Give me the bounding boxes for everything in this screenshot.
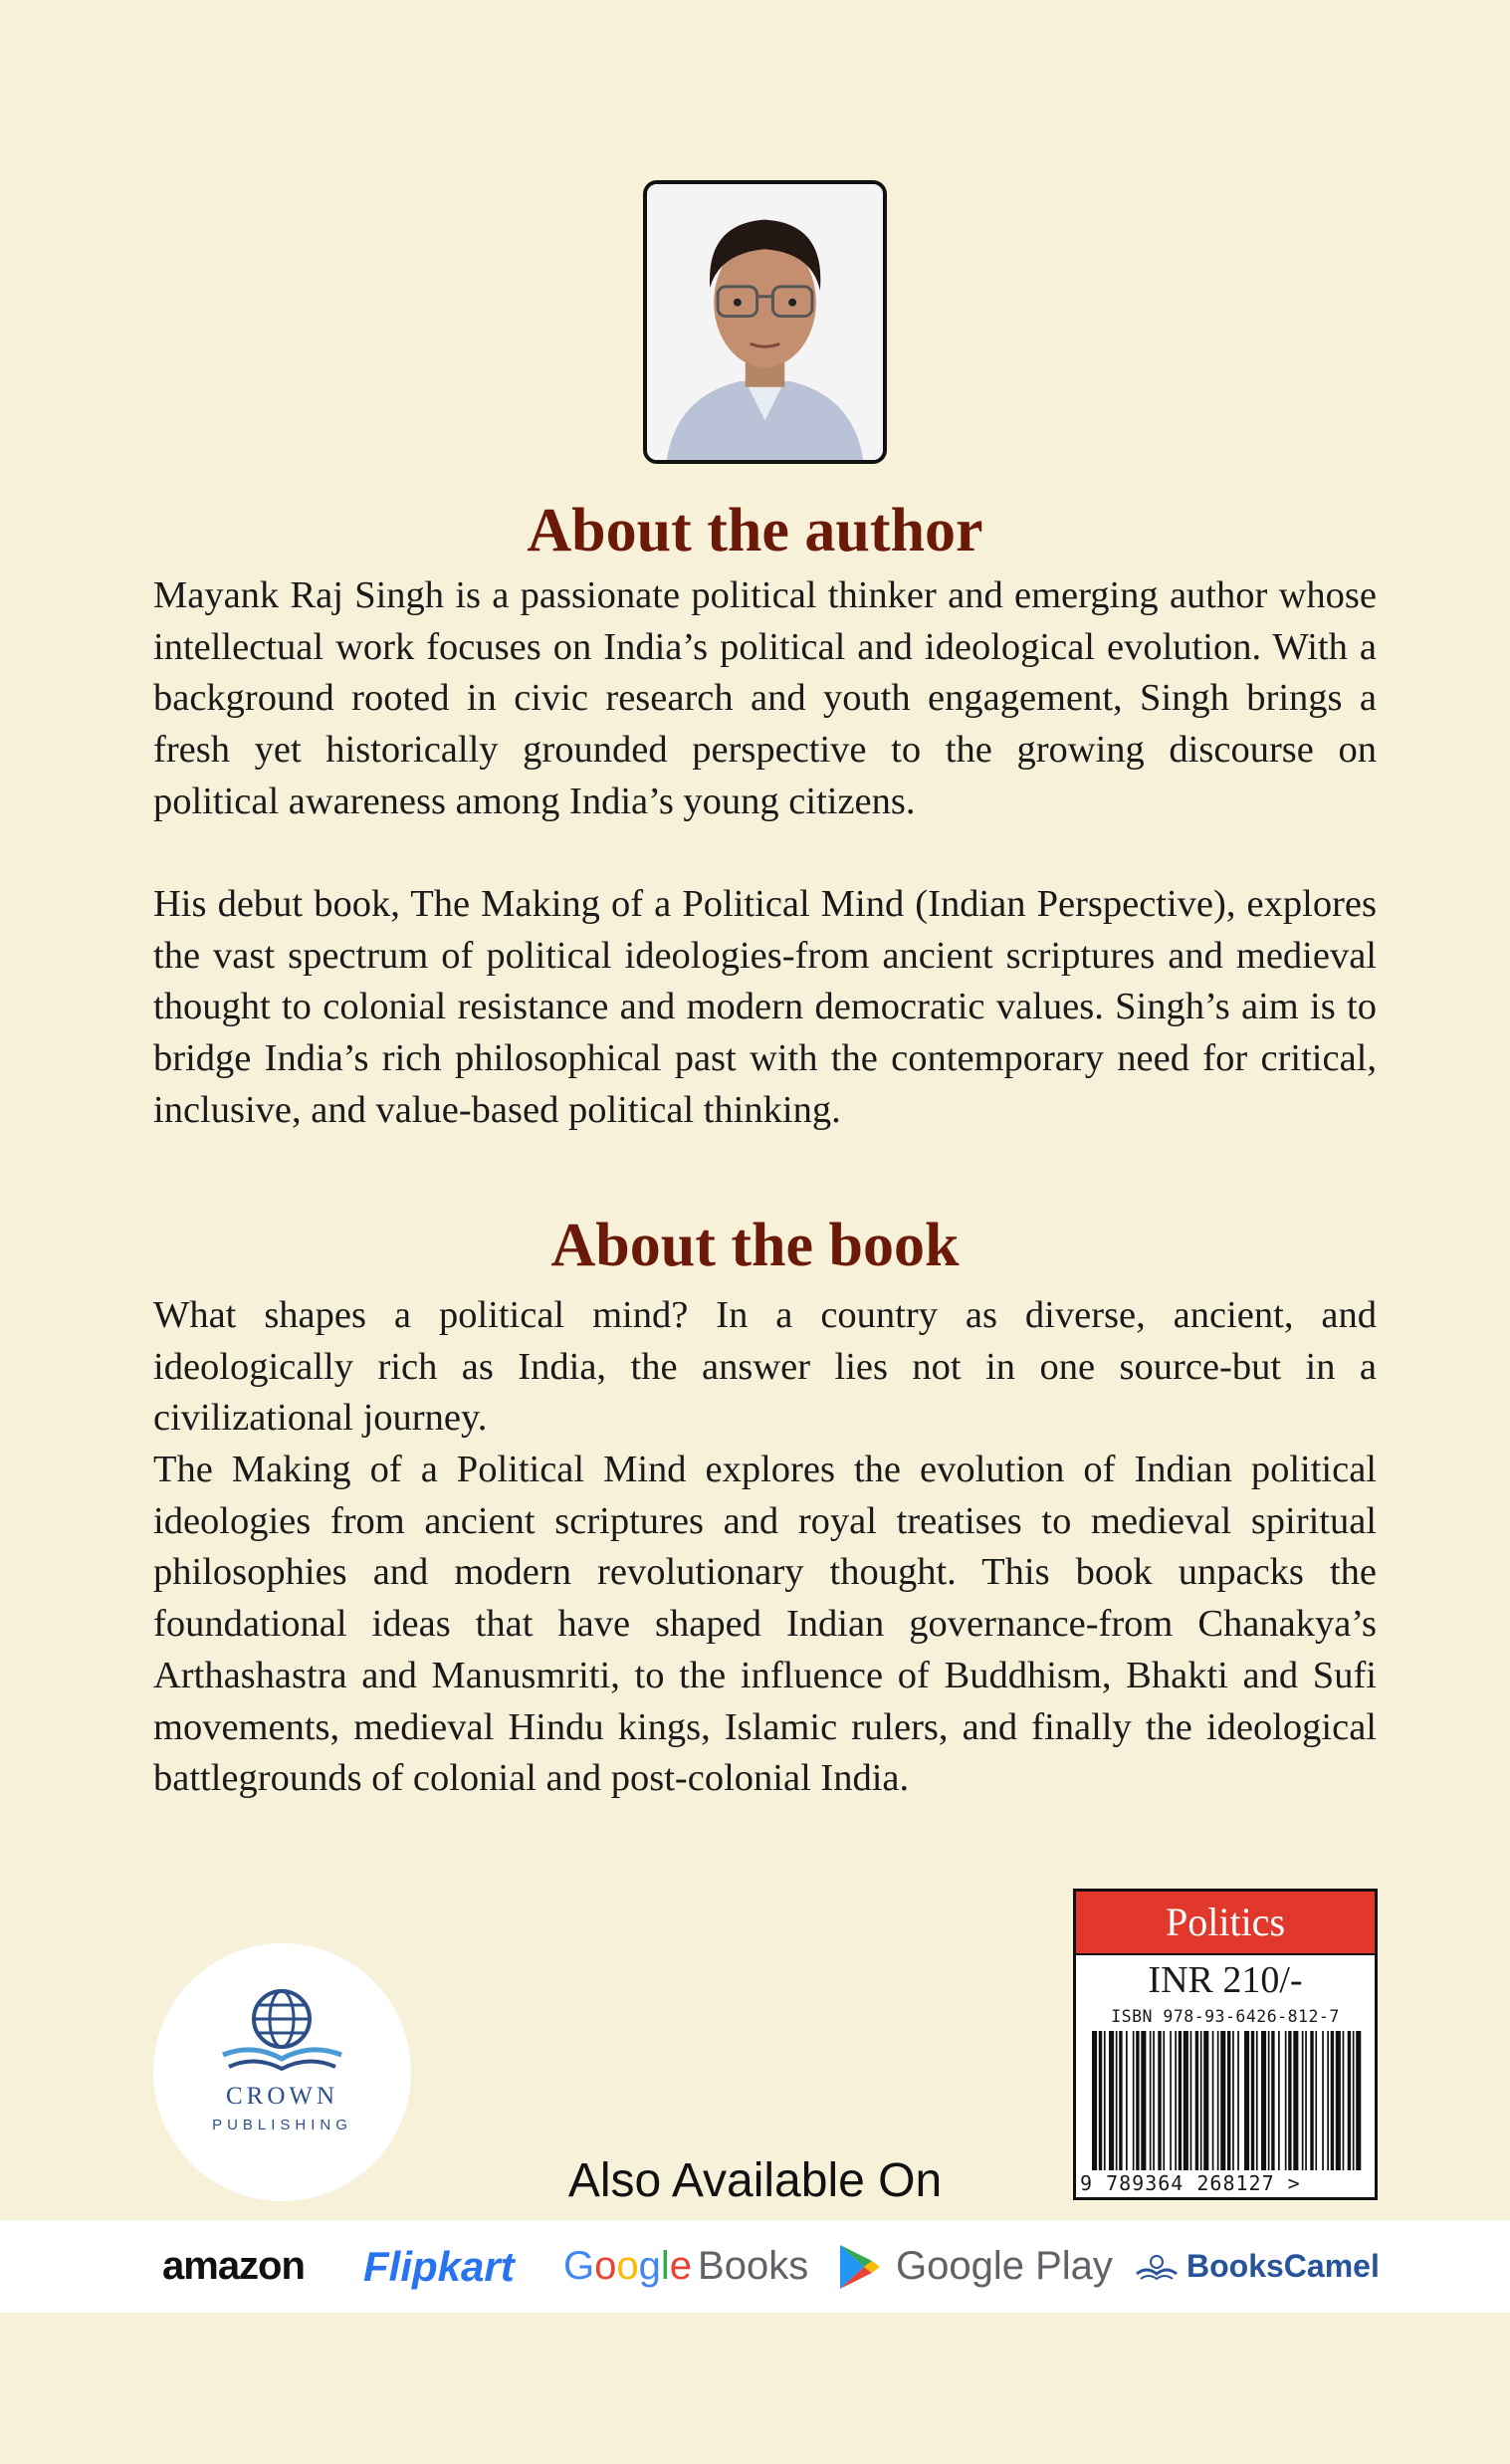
bookscamel-logo[interactable] <box>1135 2220 1380 2313</box>
author-paragraph-1: Mayank Raj Singh is a passionate political thinker and emerging author whose intellectual work focuses on India’s political and ideological evolution. With a background rooted in civic research and youth engagement, Singh brings a fresh yet historically grounded perspective to the growing discourse on political awareness among India’s young citizens. <box>153 574 1377 822</box>
google-books-text: Books <box>698 2244 809 2288</box>
isbn-text: ISBN 978-93-6426-812-7 <box>1111 2007 1340 2026</box>
about-book-heading: About the book <box>550 1212 960 1279</box>
amazon-logo[interactable] <box>162 2220 305 2313</box>
play-store-icon <box>838 2243 882 2291</box>
author-paragraph-2: His debut book, The Making of a Political Mind (Indian Perspective), explores the vast spectrum of political ideologies-from ancient scriptures and medieval thought to colonial resistance and modern democratic values. Singh’s aim is to bridge India’s rich philosophical past with the contemporary need for critical, inclusive, and value-based political thinking. <box>153 883 1377 1131</box>
globe-book-icon <box>215 1983 349 2078</box>
flipkart-text: Flipkart <box>363 2242 515 2290</box>
bookscamel-text: BooksCamel <box>1186 2248 1380 2284</box>
book-paragraph-2: The Making of a Political Mind explores the evolution of Indian political ideologies from ancient scriptures and royal treatises to medieval spiritual philosophies and modern revolutionary thought. This book unpacks the foundational ideas that have shaped Indian governance-from Chanakya’s Arthashastra and Manusmriti, to the influence of Buddhism, Bhakti and Sufi movements, medieval Hindu kings, Islamic rulers, and finally the ideological battlegrounds of colonial and post-colonial India. <box>153 1449 1377 1800</box>
author-photo <box>643 180 887 464</box>
price-label: INR 210/- <box>1148 1959 1303 2001</box>
store-logos-band <box>0 2220 1510 2313</box>
google-play-text: Google Play <box>896 2244 1113 2288</box>
open-book-icon <box>1135 2252 1179 2282</box>
publisher-sub: PUBLISHING <box>212 2117 352 2133</box>
google-play-logo[interactable] <box>838 2220 1113 2313</box>
book-paragraph-1: What shapes a political mind? In a country as diverse, ancient, and ideologically rich as India, the answer lies not in one source-but in a civilizational journey. <box>153 1294 1377 1440</box>
google-wordmark: Google <box>563 2244 693 2288</box>
barcode <box>1086 2031 1365 2170</box>
google-books-logo[interactable] <box>563 2220 808 2313</box>
flipkart-logo[interactable] <box>363 2220 515 2313</box>
barcode-digits: 9 789364 268127 > <box>1080 2171 1301 2195</box>
publisher-name: CROWN <box>225 2083 339 2110</box>
about-author-heading: About the author <box>527 497 983 564</box>
also-available-label: Also Available On <box>567 2154 943 2207</box>
genre-label: Politics <box>1076 1892 1375 1955</box>
amazon-text: amazon <box>162 2244 305 2288</box>
